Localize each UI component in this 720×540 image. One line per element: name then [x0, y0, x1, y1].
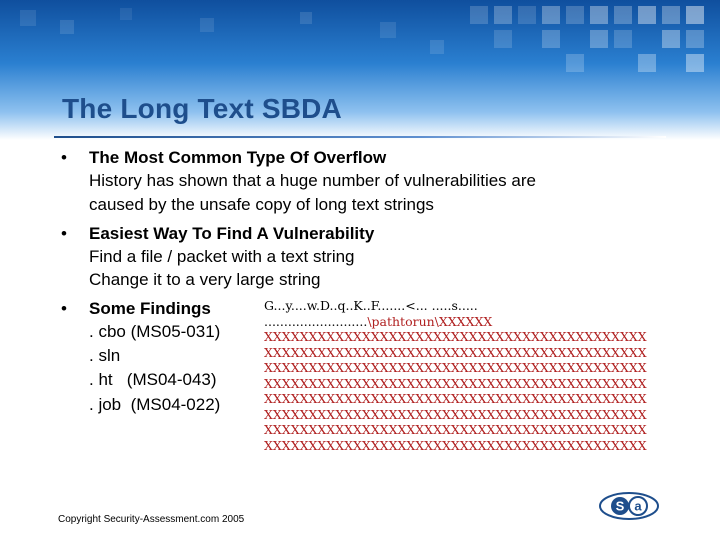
logo-letter-a: a — [634, 498, 642, 514]
bullet-heading: Some Findings — [89, 299, 211, 318]
bullet-marker: • — [61, 224, 67, 243]
bullet-marker: • — [61, 299, 67, 318]
copyright-text: Copyright Security-Assessment.com 2005 — [58, 514, 245, 525]
code-line: G...y....w.D..q..K..F.......<... .....s..... — [264, 298, 478, 313]
bullet-line: History has shown that a huge number of vulnerabilities are — [89, 171, 536, 190]
finding-line: . ht (MS04-043) — [89, 370, 217, 389]
bullet-line: Change it to a very large string — [89, 270, 321, 289]
logo-letter-s: S — [615, 498, 625, 514]
code-x-line: XXXXXXXXXXXXXXXXXXXXXXXXXXXXXXXXXXXXXXXXXXX — [264, 375, 647, 391]
bullet-line: caused by the unsafe copy of long text strings — [89, 195, 434, 214]
finding-line: . cbo (MS05-031) — [89, 322, 221, 341]
code-x-line: XXXXXXXXXXXXXXXXXXXXXXXXXXXXXXXXXXXXXXXXXXX — [264, 406, 647, 422]
code-x-line: XXXXXXXXXXXXXXXXXXXXXXXXXXXXXXXXXXXXXXXXXXX — [264, 329, 647, 344]
company-logo — [598, 490, 660, 522]
code-path: \pathtorun\XXXXXX — [367, 313, 493, 329]
title-underline — [54, 136, 666, 138]
bullet-heading: The Most Common Type Of Overflow — [89, 148, 387, 167]
code-x-line: XXXXXXXXXXXXXXXXXXXXXXXXXXXXXXXXXXXXXXXXXXX — [264, 391, 647, 406]
bullet-marker: • — [61, 148, 67, 167]
code-x-line: XXXXXXXXXXXXXXXXXXXXXXXXXXXXXXXXXXXXXXXXXXX — [264, 344, 647, 360]
code-line — [264, 314, 647, 330]
code-dots: .......................... — [264, 313, 368, 329]
overflow-string-sample — [264, 298, 647, 453]
slide-title: The Long Text SBDA — [62, 93, 342, 124]
code-x-line: XXXXXXXXXXXXXXXXXXXXXXXXXXXXXXXXXXXXXXXXXXX — [264, 422, 647, 437]
bullet-heading: Easiest Way To Find A Vulnerability — [89, 224, 375, 243]
code-x-line: XXXXXXXXXXXXXXXXXXXXXXXXXXXXXXXXXXXXXXXXXXX — [264, 360, 647, 375]
finding-line: . job (MS04-022) — [89, 395, 221, 414]
code-x-line: XXXXXXXXXXXXXXXXXXXXXXXXXXXXXXXXXXXXXXXXXXX — [264, 437, 647, 453]
bullet-line: Find a file / packet with a text string — [89, 247, 355, 266]
finding-line: . sln — [89, 346, 121, 365]
